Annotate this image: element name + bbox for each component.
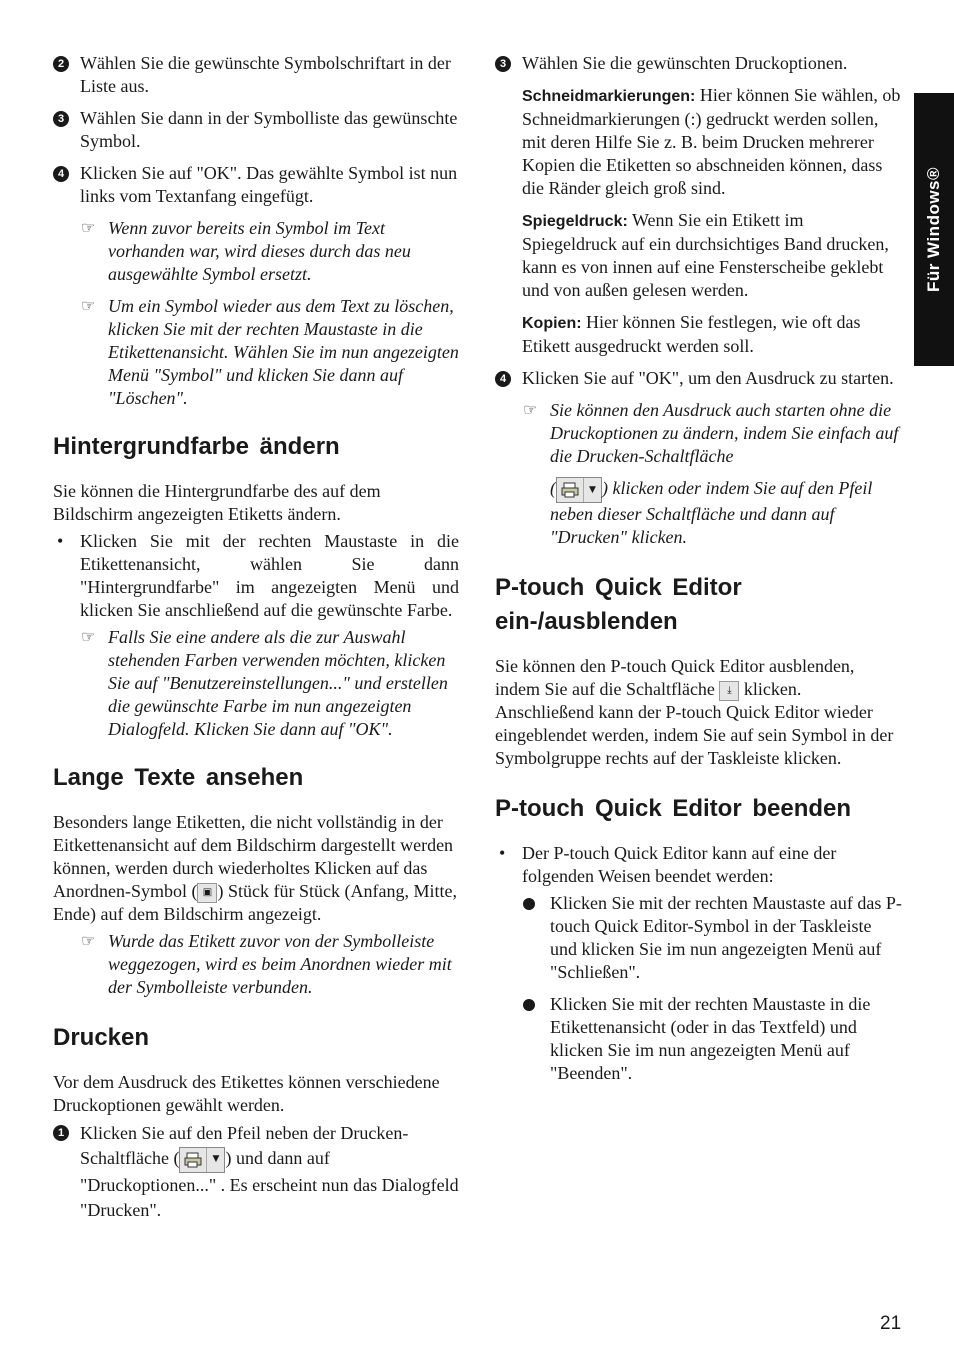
heading-print: Drucken xyxy=(53,1024,150,1051)
bullet-icon: • xyxy=(57,531,64,551)
pointing-hand-icon: ☞ xyxy=(81,220,96,237)
dropdown-arrow-icon[interactable]: ▼ xyxy=(589,484,596,495)
left-column xyxy=(53,52,459,1232)
note xyxy=(53,930,459,999)
step-text: Wählen Sie die gewünschte Symbolschriftart in der Liste aus. xyxy=(80,53,451,96)
dropdown-arrow-icon[interactable]: ▼ xyxy=(212,1154,220,1165)
toggle-text: klicken. Anschließend kann der P-touch Quick Editor wieder eingeblendet werden, indem Sie auf sein Symbol in der Symbolgruppe rechts auf der Taskleiste klicken. xyxy=(495,679,894,768)
note-text: Um ein Symbol wieder aus dem Text zu löschen, klicken Sie mit der rechten Maustaste in die Etikettenansicht. Wählen Sie im nun angezeigten Menü "Symbol" und klicken Sie dann auf "Löschen". xyxy=(108,296,459,408)
option-label: Spiegeldruck: xyxy=(522,213,628,230)
list-item xyxy=(495,993,902,1085)
long-text-part: ) Stück für Stück (Anfang, Mitte, Ende) auf dem Bildschirm angezeigt. xyxy=(53,881,457,924)
note xyxy=(53,626,459,741)
option-text: Hier können Sie festlegen, wie oft das Etikett ausgedruckt werden soll. xyxy=(522,312,861,356)
note xyxy=(53,217,459,286)
note xyxy=(495,399,902,468)
pointing-hand-icon: ☞ xyxy=(523,402,538,419)
option-text: Hier können Sie wählen, ob Schneidmarkierungen (:) gedruckt werden sollen, mit deren Hilfe Sie z. B. beim Drucken mehrerer Kopien die Etiketten so abschneiden können, dass die Ränder gleich groß sind. xyxy=(522,85,901,198)
section-tab xyxy=(914,93,954,366)
step-number: 1 xyxy=(53,1125,69,1141)
step-2 xyxy=(53,52,459,98)
heading-background: Hintergrundfarbe ändern xyxy=(53,433,340,460)
step-text: ) und dann auf "Druckoptionen..." . Es erscheint nun das Dialogfeld "Drucken". xyxy=(80,1148,459,1220)
step-number: 2 xyxy=(53,56,69,72)
note-text: Sie können den Ausdruck auch starten ohne die Druckoptionen zu ändern, indem Sie einfach auf die Drucken-Schaltfläche xyxy=(550,400,899,466)
step-3 xyxy=(495,52,902,75)
step-text: Klicken Sie auf den Pfeil neben der Drucken-Schaltfläche ( xyxy=(80,1123,409,1168)
heading-long-texts: Lange Texte ansehen xyxy=(53,764,304,791)
long-text-paragraph xyxy=(53,811,459,926)
list-item xyxy=(53,530,459,622)
note-text: ( xyxy=(550,478,556,499)
print-button-icon[interactable] xyxy=(556,477,602,503)
heading-toggle-editor: P-touch Quick Editor ein-/ausblenden xyxy=(495,574,742,635)
option-text: Wenn Sie ein Etikett im Spiegeldruck auf ein durchsichtiges Band drucken, kann es von innen auf eine Fensterscheibe geklebt und von außen gelesen werden. xyxy=(522,210,889,300)
step-number: 3 xyxy=(53,111,69,127)
note-text: Wenn zuvor bereits ein Symbol im Text vorhanden war, wird dieses durch das neu ausgewählte Symbol ersetzt. xyxy=(108,218,411,284)
printer-icon xyxy=(557,478,584,502)
heading-quit-editor: P-touch Quick Editor beenden xyxy=(495,795,852,822)
option-label: Kopien: xyxy=(522,315,582,332)
pointing-hand-icon: ☞ xyxy=(81,629,96,646)
step-1 xyxy=(53,1121,459,1223)
step-number: 3 xyxy=(495,56,511,72)
step-text: Wählen Sie dann in der Symbolliste das gewünschte Symbol. xyxy=(80,108,458,151)
list-item xyxy=(495,842,902,888)
circle-bullet-icon xyxy=(523,999,535,1011)
step-text: Wählen Sie die gewünschten Druckoptionen. xyxy=(522,53,848,73)
bullet-text: Klicken Sie mit der rechten Maustaste in die Etikettenansicht, wählen Sie dann "Hintergrundfarbe" im angezeigten Menü und klicken Sie anschließend auf die gewünschte Farbe. xyxy=(80,531,459,620)
background-intro: Sie können die Hintergrundfarbe des auf dem Bildschirm angezeigten Etiketts ändern. xyxy=(53,481,381,524)
note-continued xyxy=(495,477,902,549)
step-number: 4 xyxy=(53,166,69,182)
toggle-text: Sie können den P-touch Quick Editor ausblenden, indem Sie auf die Schaltfläche xyxy=(495,656,855,699)
bullet-icon: • xyxy=(499,843,506,863)
item-text: Klicken Sie mit der rechten Maustaste in die Etikettenansicht (oder in das Textfeld) und klicken Sie im nun angezeigten Menü auf "Beenden". xyxy=(550,994,871,1083)
option-mirror-print xyxy=(495,209,902,302)
section-tab-label: Für Windows® xyxy=(924,166,944,293)
item-text: Klicken Sie mit der rechten Maustaste auf das P-touch Quick Editor-Symbol in der Taskleiste und klicken Sie im nun angezeigten Menü auf "Schließen". xyxy=(550,893,902,982)
pointing-hand-icon: ☞ xyxy=(81,298,96,315)
step-4 xyxy=(53,162,459,208)
print-intro: Vor dem Ausdruck des Etikettes können verschiedene Druckoptionen gewählt werden. xyxy=(53,1072,440,1115)
step-4 xyxy=(495,367,902,390)
page-number: 21 xyxy=(880,1313,902,1334)
step-3 xyxy=(53,107,459,153)
hide-editor-icon[interactable]: ⤓ xyxy=(719,681,739,701)
print-button-icon[interactable] xyxy=(179,1147,225,1173)
step-number: 4 xyxy=(495,371,511,387)
note-text: Wurde das Etikett zuvor von der Symbolleiste weggezogen, wird es beim Anordnen wieder mit der Symbolleiste verbunden. xyxy=(108,931,452,997)
step-text: Klicken Sie auf "OK". Das gewählte Symbol ist nun links vom Textanfang eingefügt. xyxy=(80,163,458,206)
note-text: Falls Sie eine andere als die zur Auswahl stehenden Farben verwenden möchten, klicken Sie auf "Benutzereinstellungen..." und erstellen die gewünschte Farbe im nun angezeigten Dialogfeld. Klicken Sie dann auf "OK". xyxy=(108,627,448,739)
circle-bullet-icon xyxy=(523,898,535,910)
option-label: Schneidmarkierungen: xyxy=(522,88,696,105)
long-text-part: Besonders lange Etiketten, die nicht vollständig in der Eitkettenansicht auf dem Bildschirm dargestellt werden können, werden durch wiederholtes Klicken auf das Anordnen-Symbol ( xyxy=(53,812,454,901)
pointing-hand-icon: ☞ xyxy=(81,933,96,950)
note xyxy=(53,295,459,410)
option-copies xyxy=(495,311,902,358)
toggle-paragraph xyxy=(495,655,902,770)
option-cut-marks xyxy=(495,84,902,200)
right-column xyxy=(495,52,902,1094)
printer-icon xyxy=(180,1148,207,1172)
arrange-icon[interactable]: ▣ xyxy=(197,883,217,903)
note-text: ) klicken oder indem Sie auf den Pfeil neben dieser Schaltfläche und dann auf "Drucken" klicken. xyxy=(550,478,873,547)
step-text: Klicken Sie auf "OK", um den Ausdruck zu starten. xyxy=(522,368,894,388)
list-item xyxy=(495,892,902,984)
bullet-text: Der P-touch Quick Editor kann auf eine der folgenden Weisen beendet werden: xyxy=(522,843,837,886)
